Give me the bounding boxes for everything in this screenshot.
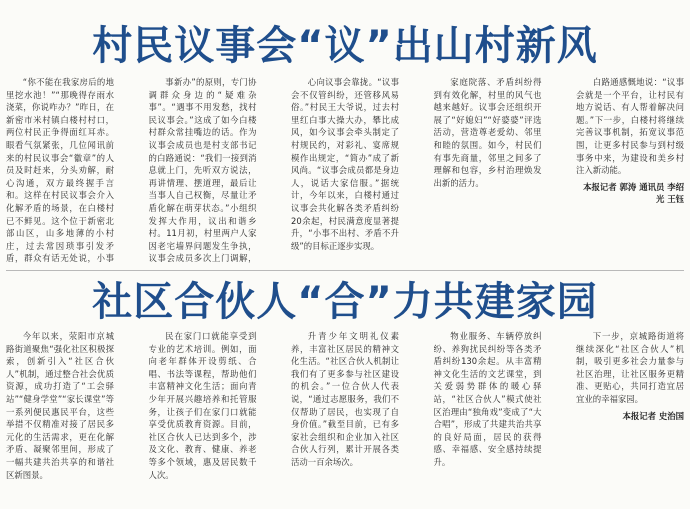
article2-column-2 (149, 330, 257, 502)
article2-column-3 (291, 330, 399, 502)
paragraph: 家庭院落、矛盾纠纷得到有效化解，村里的风气也越来越好。议事会还组织开展了“好媳妇”“好婆婆”评选活动，营造尊老爱幼、邻里和睦的氛围。如今，村民们有事先商量，邻里之间多了理解和包容，乡村治理焕发出新的活力。 (433, 77, 542, 188)
article1-body (6, 76, 684, 266)
paragraph: 下一步，京城路街道将继续深化“社区合伙人”机制，吸引更多社会力量参与社区治理，让社区服务更精准、更贴心，共同打造宜居宜业的幸福家园。 (576, 331, 684, 404)
paragraph: 今年以来，荥阳市京城路街道聚焦“强化社区积极探索，创新引入“社区合伙人”机制，通过整合社会优质资源，成功打造了“工会驿站”“健身学堂”“家长课堂”等一系列便民惠民平台，这些举措不仅精准对接了居民多元化的生活需求，更在化解矛盾、凝聚邻里间，形成了一幅共建共治共享的和谐社区新图景。 (6, 331, 114, 480)
article1-column-1 (6, 76, 114, 266)
paragraph: 心向议事会靠拢。“议事会不仅管纠纷，还管移风易俗。”村民王大爷说，过去村里红白事大操大办，攀比成风，如今议事会牵头制定了村规民约，对彩礼、宴席规模作出规定，“简办”成了新风尚。“议事会成员都是身边人，说话大家信服。”据统计，今年以来，白楼村通过议事会共化解各类矛盾纠纷20余起，村民满意度显著提升，“小事不出村、矛盾不升级”的目标正逐步实现。 (291, 77, 399, 251)
paragraph: “你不能在我家房后的地里挖水池！”“那晚得存雨水浇菜，你说咋办？”昨日，在新密市米村镇白楼村村口，两位村民正争得面红耳赤。眼看气氛紧张，几位闻讯前来的村民议事会“徽章”的人员及时赶来，分头劝解，耐心沟通，双方最终握手言和。这样在村民议事会介入化解矛盾的场景，在白楼村已不鲜见。这个位于新密北部山区，山多地薄的小村庄，过去常因琐事引发矛盾，群众有话无处说，小事 (6, 77, 114, 264)
article2-column-5 (576, 330, 684, 502)
paragraph: 事新办”的原则，专门协调群众身边的“疑难杂事”。“遇事不用发愁，找村民议事会。”这成了如今白楼村群众常挂嘴边的话。作为议事会成员也是村支部书记的白路通说：“我们一接到消息就上门，先听双方说法，再讲情理、摆道理，最后让当事人自己权衡，尽量让矛盾化解在萌芽状态。”小组织发挥大作用，议出和谐乡村。11月初，村里两户人家因老宅墙界问题发生争执，议事会成员多次上门调解， (148, 77, 257, 264)
article2-headline: 社区合伙人“合”力共建家园 (92, 279, 598, 325)
article1-column-2 (149, 76, 257, 266)
article2-column-4 (434, 330, 542, 502)
article1-column-5 (576, 76, 684, 266)
article2-column-1 (6, 330, 114, 502)
paragraph: 民在家门口就能享受到专业的艺术培训。例如，面向老年群体开设剪纸、合唱、书法等课程，帮助他们丰富精神文化生活；面向青少年开展兴趣培养和托管服务，让孩子们在家门口就能享受优质教育资源。目前，社区合伙人已达到多个，涉及文化、教育、健康、养老等多个领域，惠及居民数千人次。 (148, 331, 257, 480)
article1-headline: 村民议事会“议”出山村新风 (92, 23, 598, 69)
article2-byline: 本报记者 史治国 (622, 410, 684, 421)
article1-byline: 本报记者 郭涛 通讯员 李绍光 王钰 (583, 181, 684, 205)
paragraph: 升青少年文明礼仪素养，丰富社区居民的精神文化生活。“社区合伙人机制让我们有了更多参与社区建设的机会。”一位合伙人代表说，“通过志愿服务，我们不仅帮助了居民，也实现了自身价值。”截至目前，已有多家社会组织和企业加入社区合伙人行列，累计开展各类活动一百余场次。 (291, 331, 399, 467)
section-divider (6, 270, 684, 271)
paragraph: 白路通感慨地说：“议事会就是一个平台，让村民有地方说话、有人帮着解决问题。”下一步，白楼村将继续完善议事机制，拓宽议事范围，让更多村民参与到村级事务中来，为建设和美乡村注入新动能。 (576, 77, 684, 176)
article2-body (6, 330, 684, 502)
paragraph: 物业服务、车辆停放纠纷、养狗扰民纠纷等各类矛盾纠纷130余起。从丰富精神文化生活的文艺课堂，到关爱弱势群体的暖心驿站，“社区合伙人”模式使社区治理由“独角戏”变成了“大合唱”，形成了共建共治共享的良好局面，居民的获得感、幸福感、安全感持续提升。 (433, 331, 542, 467)
article1-column-3 (291, 76, 399, 266)
article1-column-4 (434, 76, 542, 266)
